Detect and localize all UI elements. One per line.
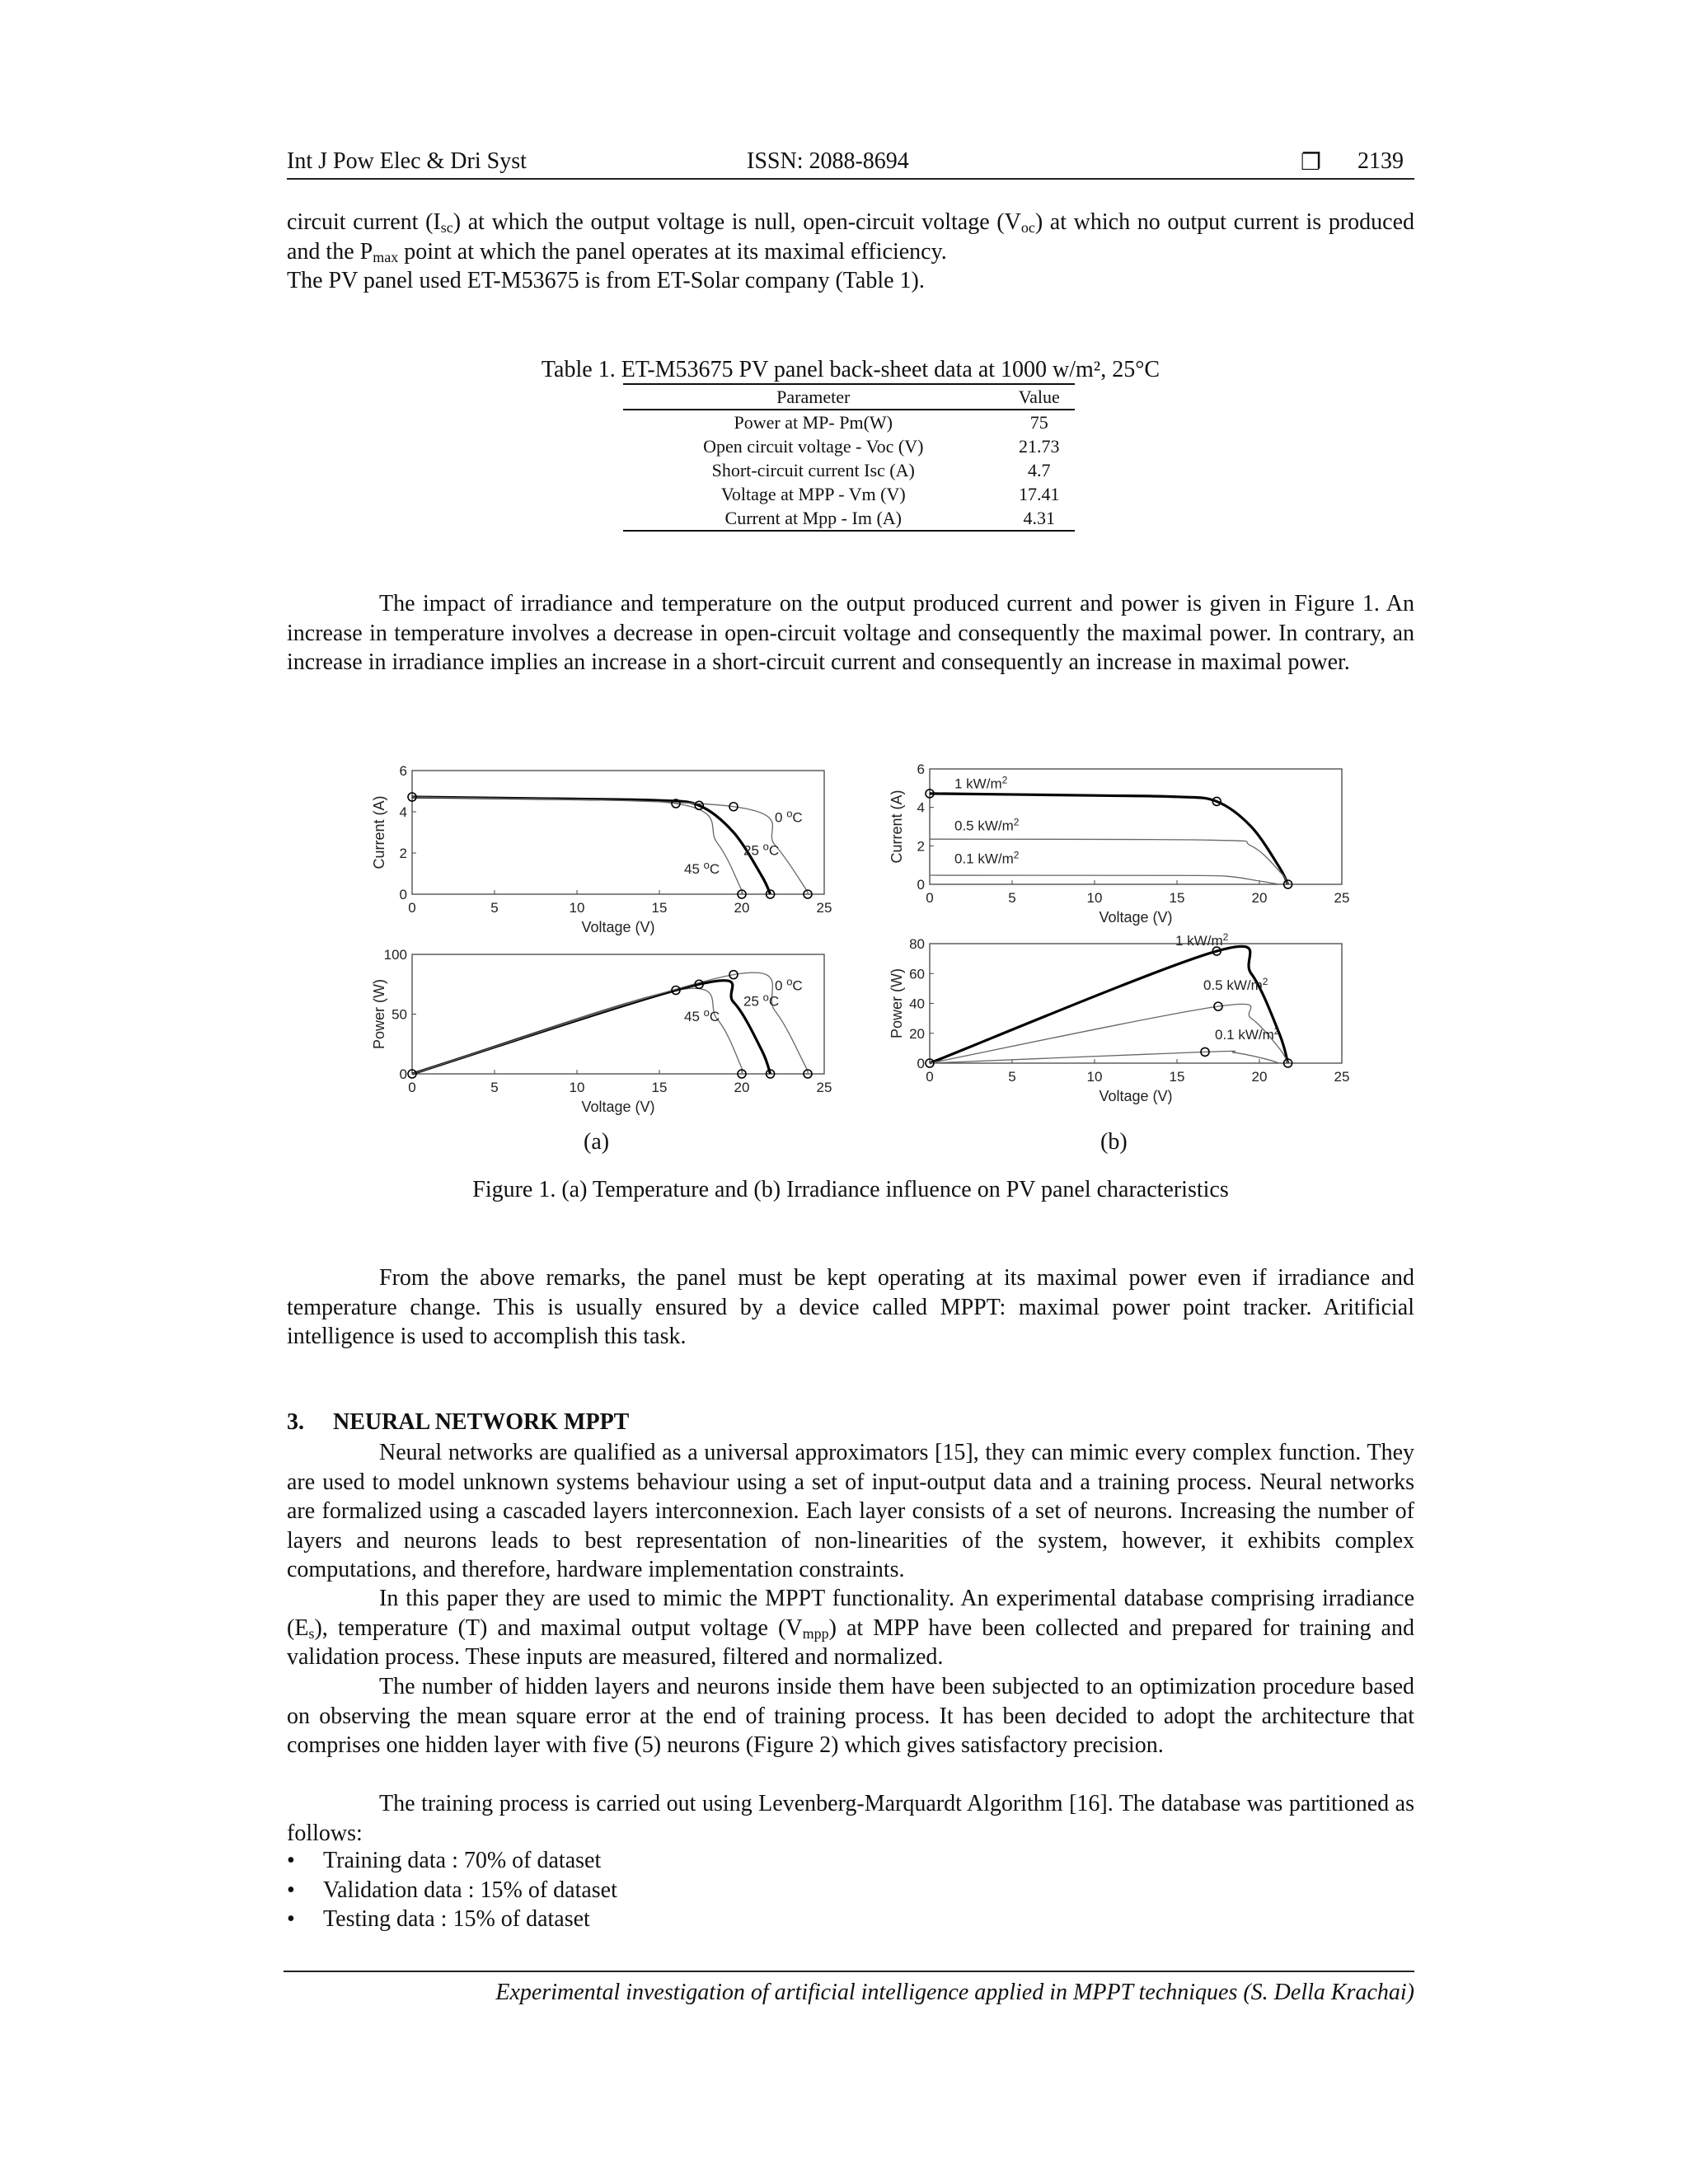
remarks-paragraph: From the above remarks, the panel must be kept operating at its maximal power even if irradiance and temperature change. This is usually ensured by a device called MPPT: maximal power point tracker. Aritificial intelligence is used to accomplish this task. [287, 1265, 1414, 1349]
chart-a-power [363, 946, 841, 1119]
y-tick-label: 80 [909, 936, 925, 952]
y-axis-label: Current (A) [889, 790, 905, 864]
x-tick-label: 0 [926, 1069, 934, 1085]
y-tick-label: 0 [399, 887, 407, 902]
annotation-label: 0.5 $kW/m^2$ [954, 816, 1020, 834]
annotation-label: 0.1 $kW/m^2$ [954, 849, 1020, 867]
y-tick-label: 6 [399, 763, 407, 779]
chart-a-current [363, 762, 841, 935]
x-axis-label: Voltage (V) [581, 1099, 655, 1115]
x-tick-label: 15 [1169, 1069, 1185, 1085]
annotation-label: 45 $^o$C [684, 859, 720, 877]
x-axis-label: Voltage (V) [581, 919, 655, 935]
table-cell: 17.41 [1019, 483, 1060, 504]
bullet-icon: • [287, 1877, 295, 1903]
section-paragraph-4: The training process is carried out using Levenberg-Marquardt Algorithm [16]. The database was partitioned as follows: [287, 1791, 1414, 1846]
table-caption: Table 1. ET-M53675 PV panel back-sheet data at 1000 w/m², 25°C [541, 357, 1160, 382]
y-tick-label: 20 [909, 1025, 925, 1042]
page-number: 2139 [1357, 148, 1404, 174]
section-paragraph-2: In this paper they are used to mimic the MPPT functionality. An experimental database comprising irradiance $(E_s)$, temperature (T) and maximal output voltage $(V_{mpp})$ at MPP have been collected and prepared for training and validation process. These inputs are measured, filtered and normalized. [287, 1586, 1414, 1670]
running-footer: Experimental investigation of artificial intelligence applied in MPPT techniques (S. Della Krachai) [495, 1980, 1414, 2005]
y-tick-label: 4 [399, 804, 407, 820]
table-cell: Voltage at MPP - Vm (V) [720, 483, 906, 504]
table-cell: Open circuit voltage - Voc (V) [703, 435, 924, 457]
x-tick-label: 0 [926, 890, 934, 906]
bullet-icon: • [287, 1848, 295, 1873]
x-tick-label: 20 [1251, 1069, 1268, 1085]
figure-label-a: (a) [584, 1129, 610, 1155]
header-rule [287, 178, 1414, 180]
table-cell: 75 [1029, 411, 1048, 433]
running-header-journal: Int J Pow Elec & Dri Syst [287, 148, 527, 174]
x-tick-label: 5 [490, 1080, 499, 1095]
y-tick-label: 2 [917, 838, 925, 855]
y-tick-label: 100 [383, 947, 407, 963]
y-axis-label: Power (W) [371, 979, 387, 1049]
column-header: Parameter [623, 384, 1004, 410]
x-axis-label: Voltage (V) [1099, 909, 1173, 926]
intro-paragraph-2: The PV panel used ET-M53675 is from ET-Solar company (Table 1). [287, 268, 925, 293]
running-header-issn: ISSN: 2088-8694 [747, 148, 909, 174]
annotation-label: 0 $^o$C [775, 807, 803, 826]
page-marker-icon: ❐ [1301, 148, 1322, 176]
y-tick-label: 40 [909, 996, 925, 1012]
table-row [623, 434, 1075, 458]
plot-frame [930, 944, 1342, 1063]
x-tick-label: 5 [490, 900, 499, 916]
annotation-label: 45 $^o$C [684, 1006, 720, 1025]
annotation-label: 1 $kW/m^2$ [1175, 930, 1229, 949]
x-tick-label: 0 [408, 900, 416, 916]
x-tick-label: 15 [651, 900, 668, 916]
x-tick-label: 0 [408, 1080, 416, 1095]
y-axis-label: Power (W) [889, 968, 905, 1038]
x-tick-label: 20 [1251, 890, 1268, 906]
x-tick-label: 15 [1169, 890, 1185, 906]
chart-b-power [882, 930, 1360, 1115]
table-row [623, 458, 1075, 482]
table-cell: Current at Mpp - Im (A) [623, 506, 1004, 531]
x-tick-label: 20 [734, 1080, 750, 1095]
x-tick-label: 20 [734, 900, 750, 916]
x-tick-label: 5 [1008, 1069, 1016, 1085]
x-tick-label: 15 [651, 1080, 668, 1095]
y-tick-label: 60 [909, 966, 925, 982]
table-row [623, 410, 1075, 434]
y-tick-label: 50 [392, 1006, 407, 1023]
table-row [623, 482, 1075, 506]
x-tick-label: 25 [816, 900, 832, 916]
section-paragraph-3: The number of hidden layers and neurons inside them have been subjected to an optimization procedure based on observing the mean square error at the end of training process. It has been decided to adopt the architecture that comprises one hidden layer with five (5) neurons (Figure 2) which gives satisfactory precision. [287, 1674, 1414, 1758]
y-tick-label: 0 [917, 1056, 925, 1071]
x-tick-label: 10 [569, 900, 585, 916]
y-tick-label: 6 [917, 762, 925, 777]
annotation-label: 0 $^o$C [775, 975, 803, 994]
annotation-label: 1 $kW/m^2$ [954, 774, 1008, 792]
impact-paragraph: The impact of irradiance and temperature on the output produced current and power is given in Figure 1. An increase in temperature involves a decrease in open-circuit voltage and consequently the maximal power. In contrary, an increase in irradiance implies an increase in a short-circuit current and consequently an increase in maximal power. [287, 591, 1414, 675]
y-tick-label: 0 [399, 1066, 407, 1082]
x-tick-label: 5 [1008, 890, 1016, 906]
x-axis-label: Voltage (V) [1099, 1088, 1173, 1104]
table-cell: 21.73 [1019, 435, 1060, 457]
x-tick-label: 25 [1334, 1069, 1350, 1085]
pv-parameter-table [623, 383, 1075, 532]
chart-b-current [882, 762, 1360, 927]
figure-caption: Figure 1. (a) Temperature and (b) Irradiance influence on PV panel characteristics [472, 1177, 1229, 1202]
bullet-icon: • [287, 1906, 295, 1932]
annotation-label: 25 $^o$C [743, 840, 780, 859]
figure-label-b: (b) [1100, 1129, 1128, 1155]
table-row [623, 506, 1075, 531]
table-header-row [623, 384, 1075, 410]
y-tick-label: 0 [917, 877, 925, 893]
y-axis-label: Current (A) [371, 795, 387, 869]
x-tick-label: 10 [569, 1080, 585, 1095]
x-tick-label: 25 [816, 1080, 832, 1095]
table-cell: 4.7 [1028, 459, 1051, 480]
section-paragraph-1: Neural networks are qualified as a universal approximators [15], they can mimic every complex function. They are used to model unknown systems behaviour using a set of input-output data and a training process. Neural networks are formalized using a cascaded layers interconnexion. Each layer consists of a set of neurons. Increasing the number of layers and neurons leads to best representation of non-linearities of the system, however, it exhibits complex computations, and therefore, hardware implementation constraints. [287, 1440, 1414, 1582]
annotation-label: 25 $^o$C [743, 991, 780, 1010]
footer-rule [284, 1971, 1414, 1972]
table-cell: Power at MP- Pm(W) [734, 411, 893, 433]
table-cell: 4.31 [1004, 506, 1075, 531]
intro-paragraph: circuit current $(I_{sc})$ at which the output voltage is null, open-circuit voltage $(V_{oc})$ at which no output current is produced and the $P_{max}$ point at which the panel operates at its maximal efficiency. [287, 209, 1415, 265]
x-tick-label: 10 [1086, 1069, 1103, 1085]
table-cell: Short-circuit current Isc (A) [711, 459, 915, 480]
annotation-label: 0.5 $kW/m^2$ [1203, 976, 1268, 994]
plot-frame [412, 954, 824, 1074]
x-tick-label: 10 [1086, 890, 1103, 906]
annotation-label: 0.1 $kW/m^2$ [1215, 1025, 1280, 1043]
x-tick-label: 25 [1334, 890, 1350, 906]
section-heading: 3. NEURAL NETWORK MPPT [287, 1409, 630, 1435]
column-header: Value [1004, 384, 1075, 410]
y-tick-label: 2 [399, 846, 407, 861]
y-tick-label: 4 [917, 799, 925, 816]
